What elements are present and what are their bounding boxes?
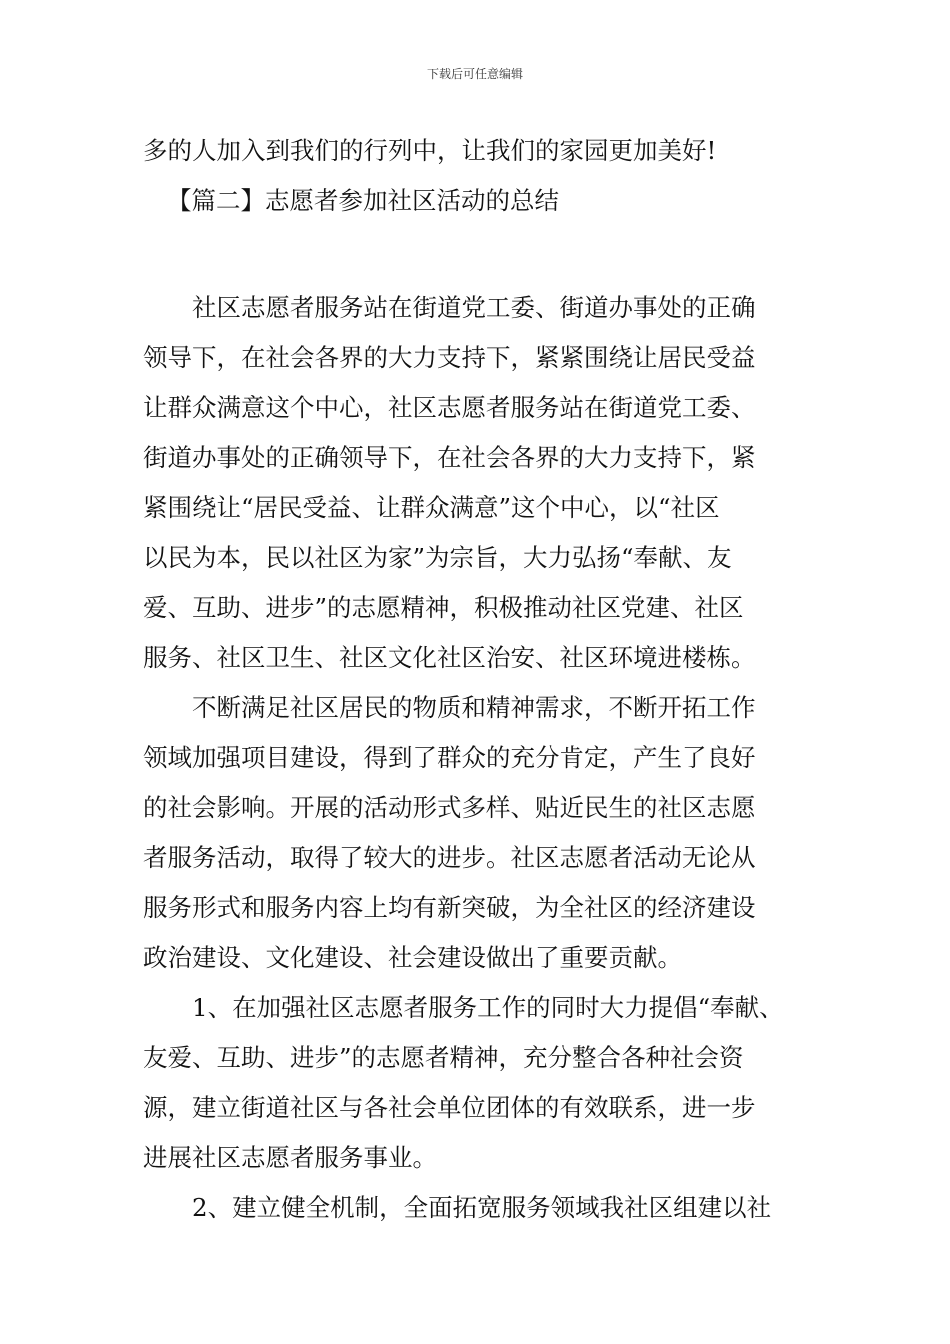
paragraph-line: 不断满足社区居民的物质和精神需求，不断开拓工作 (192, 693, 756, 722)
paragraph-line: 爱、互助、进步”的志愿精神，积极推动社区党建、社区 (143, 593, 744, 622)
paragraph-line: 的社会影响。开展的活动形式多样、贴近民生的社区志愿 (143, 793, 756, 822)
paragraph-line: 源，建立街道社区与各社会单位团体的有效联系，进一步 (143, 1093, 756, 1122)
paragraph-line: 领导下，在社会各界的大力支持下，紧紧围绕让居民受益 (143, 343, 756, 372)
paragraph-4 (143, 1183, 813, 1233)
paragraph-1 (143, 283, 813, 683)
document-body (143, 126, 813, 1233)
blank-space (143, 226, 813, 283)
paragraph-3 (143, 983, 813, 1183)
paragraph-line: 服务、社区卫生、社区文化社区治安、社区环境进楼栋。 (143, 643, 756, 672)
paragraph-line: 以民为本，民以社区为家”为宗旨，大力弘扬“奉献、友 (143, 543, 732, 572)
paragraph-line: 进展社区志愿者服务事业。 (143, 1143, 437, 1172)
paragraph-line: 者服务活动，取得了较大的进步。社区志愿者活动无论从 (143, 843, 756, 872)
paragraph-line: 领域加强项目建设，得到了群众的充分肯定，产生了良好 (143, 743, 756, 772)
paragraph-2 (143, 683, 813, 983)
paragraph-line: 友爱、互助、进步”的志愿者精神，充分整合各种社会资 (143, 1043, 744, 1072)
paragraph-line: 让群众满意这个中心，社区志愿者服务站在街道党工委、 (143, 393, 756, 422)
paragraph-line: 街道办事处的正确领导下，在社会各界的大力支持下，紧 (143, 443, 756, 472)
paragraph-line: 2、建立健全机制，全面拓宽服务领域我社区组建以社 (192, 1193, 772, 1222)
page-header: 下载后可任意编辑 (426, 67, 523, 81)
paragraph-line: 服务形式和服务内容上均有新突破，为全社区的经济建设 (143, 893, 756, 922)
paragraph-line: 政治建设、文化建设、社会建设做出了重要贡献。 (143, 943, 682, 972)
continuation-line: 多的人加入到我们的行列中，让我们的家园更加美好! (143, 136, 717, 165)
section-heading: 【篇二】志愿者参加社区活动的总结 (167, 186, 559, 215)
paragraph-line: 紧围绕让“居民受益、让群众满意”这个中心，以“社区 (143, 493, 720, 522)
paragraph-line: 社区志愿者服务站在街道党工委、街道办事处的正确 (192, 293, 756, 322)
paragraph-line: 1、在加强社区志愿者服务工作的同时大力提倡“奉献、 (192, 993, 784, 1022)
